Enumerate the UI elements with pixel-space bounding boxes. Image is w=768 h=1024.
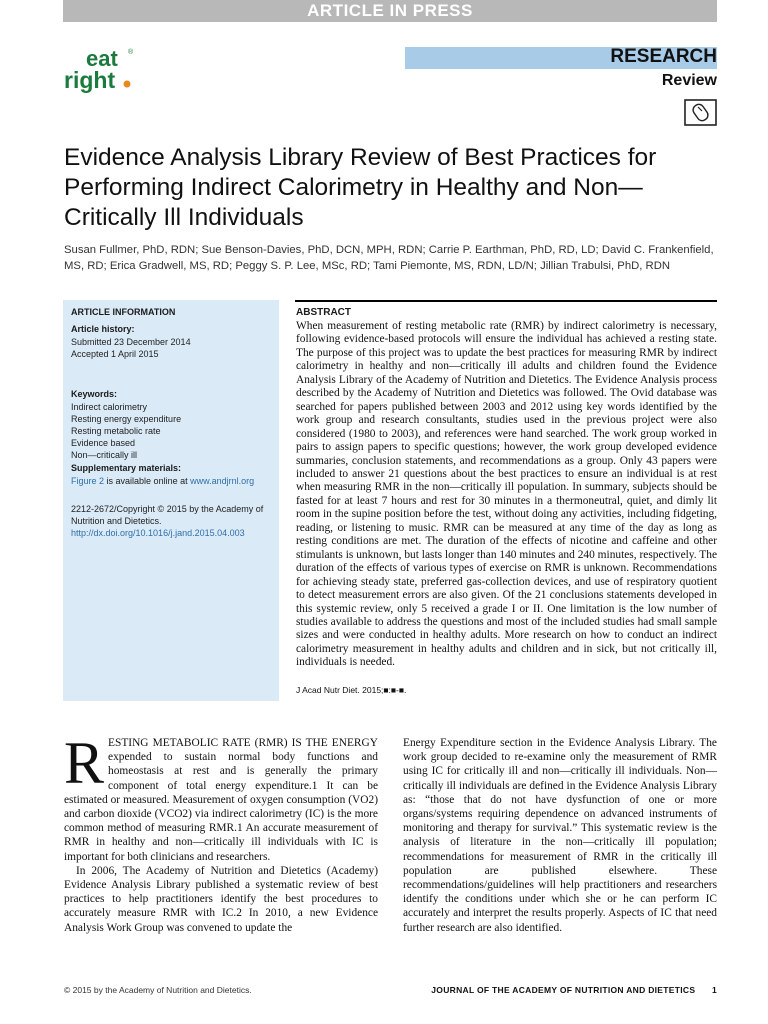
- keyword-item: Non—critically ill: [71, 450, 138, 460]
- article-information-box: [63, 300, 279, 701]
- keywords-list: [71, 401, 181, 461]
- abstract-heading: ABSTRACT: [296, 307, 351, 318]
- svg-text:eat: eat: [86, 46, 118, 71]
- body-paragraph: In 2006, The Academy of Nutrition and Dietetics (Academy) Evidence Analysis Library published a systematic review of best practices to help practitioners identify the best procedures to accurately measure RMR with IC.2 In 2010, a new Evidence Analysis Work Group was convened to update the: [64, 864, 378, 934]
- supplementary-text: Figure 2 is available online at www.andjrnl.org: [71, 476, 255, 486]
- copyright-text: 2212-2672/Copyright © 2015 by the Academy of Nutrition and Dietetics.: [71, 504, 264, 526]
- figure-2-link[interactable]: Figure 2: [71, 476, 105, 486]
- keyword-item: Resting energy expenditure: [71, 414, 182, 424]
- keyword-item: Indirect calorimetry: [71, 402, 148, 412]
- submitted-date: Submitted 23 December 2014: [71, 337, 191, 347]
- footer-journal-name: JOURNAL OF THE ACADEMY OF NUTRITION AND DIETETICS: [431, 985, 696, 995]
- keyword-item: Evidence based: [71, 438, 136, 448]
- accepted-date: Accepted 1 April 2015: [71, 349, 159, 359]
- article-in-press-banner: ARTICLE IN PRESS: [63, 0, 717, 22]
- body-column-right: [403, 736, 717, 935]
- article-info-heading: ARTICLE INFORMATION: [71, 307, 176, 317]
- body-paragraph: Energy Expenditure section in the Evidence Analysis Library. The work group decided to re-examine only the measurement of RMR using IC for critically ill and non—critically ill individuals. Non—critically ill individuals are defined in the Evidence Analysis Library as: “those that do not have dysfunction of one or more organs/systems requiring dependence on advanced instruments of monitoring and therapy for survival.” This systematic review is the analysis of literature in the non—critically ill population; recommendations for measurement of RMR in the critically ill population are published elsewhere. These recommendations/guidelines will help practitioners and researchers identify the conditions under which she or he can perform IC accurately and interpret the results properly. Aspects of IC that need further research are also identified.: [403, 737, 717, 934]
- footer-copyright: © 2015 by the Academy of Nutrition and Dietetics.: [64, 985, 252, 995]
- mouse-icon: [684, 99, 717, 126]
- footer-journal: [431, 985, 717, 995]
- abstract-rule: [295, 300, 717, 302]
- eatright-logo: [64, 44, 136, 94]
- author-list: Susan Fullmer, PhD, RDN; Sue Benson-Davies, PhD, DCN, MPH, RDN; Carrie P. Earthman, PhD, RD, LD; David C. Frankenfield, MS, RD; Erica Gradwell, MS, RD; Peggy S. P. Lee, MSc, RD; Tami Piemonte, MS, RDN, LD/N; Jillian Trabulsi, PhD, RDN: [64, 244, 714, 272]
- keyword-item: Resting metabolic rate: [71, 426, 161, 436]
- doi-link[interactable]: http://dx.doi.org/10.1016/j.jand.2015.04.003: [71, 528, 245, 538]
- journal-url-link[interactable]: www.andjrnl.org: [190, 476, 255, 486]
- body-paragraph: ESTING METABOLIC RATE (RMR) IS THE ENERGY expended to sustain normal body functions and homeostasis at rest and is generally the primary component of total energy expenditure.1 It can be estimated or measured. Measurement of oxygen consumption (VO2) and carbon dioxide (VCO2) via indirect calorimetry (IC) is the more common method of measuring RMR.1 An accurate measurement of RMR in healthy and non—critically ill individuals with IC is important for both clinicians and researchers.: [64, 737, 378, 863]
- body-column-left: [64, 730, 378, 935]
- abstract-text: When measurement of resting metabolic rate (RMR) by indirect calorimetry is necessary, following evidence-based protocols will ensure the individual has achieved a resting state. The purpose of this project was to update the best practices for measuring RMR by indirect calorimetry in healthy and non—critically ill adults and children found the Evidence Analysis Library of the Academy of Nutrition and Dietetics. The Evidence Analysis process described by the Academy of Nutrition and Dietetics was followed. The Ovid database was searched for papers published between 2003 and 2012 using key words identified by the work group and research consultants, studies used in the previous project were also considered (1980 to 2003), and references were hand searched. The work group worked in pairs to assign papers to specific questions; however, the work group developed evidence summaries, conclusion statements, and recommendations as a group. Only 43 papers were included to answer 21 questions about the best practices to ensure an individual is at rest when measuring RMR in the non—critically ill population. In summary, subjects should be fasted for at least 7 hours and rest for 30 minutes in a thermoneutral, quiet, and dimly lit room in the supine position before the test, without doing any activities, including fidgeting, reading, or listening to music. RMR can be measured at any time of the day as long as resting conditions are met. The duration of the effects of nicotine and caffeine and other stimulants is unknown, but lasts longer than 140 minutes and 240 minutes, respectively. The duration of the effects of various types of exercise on RMR is unknown. Recommendations for achieving steady state, preferred gas-collection devices, and use of respiratory quotient to detect measurement errors are also given. Of the 21 conclusions statements developed in this systemic review, only 5 received a grade I or II. One limitation is the low number of studies available to address the questions and most of the included studies had small sample sizes and were conducted in healthy adults. More research on how to conduct an indirect calorimetry measurement in healthy adults and children and in sick, but not critically ill, individuals is needed.: [296, 320, 717, 669]
- article-history-label: Article history:: [71, 324, 135, 334]
- article-title: Evidence Analysis Library Review of Best Practices for Performing Indirect Calorimetry in Healthy and Non—Critically Ill Individuals: [64, 144, 657, 231]
- section-research-label: RESEARCH: [610, 46, 717, 67]
- keywords-label: Keywords:: [71, 389, 118, 399]
- journal-citation: J Acad Nutr Diet. 2015;■:■-■.: [296, 685, 407, 695]
- supplementary-label: Supplementary materials:: [71, 463, 182, 473]
- page-number: 1: [711, 985, 717, 995]
- svg-text:®: ®: [128, 49, 134, 56]
- drop-cap: R: [64, 730, 105, 796]
- svg-text:right: right: [64, 67, 116, 93]
- section-review-label: Review: [661, 72, 717, 89]
